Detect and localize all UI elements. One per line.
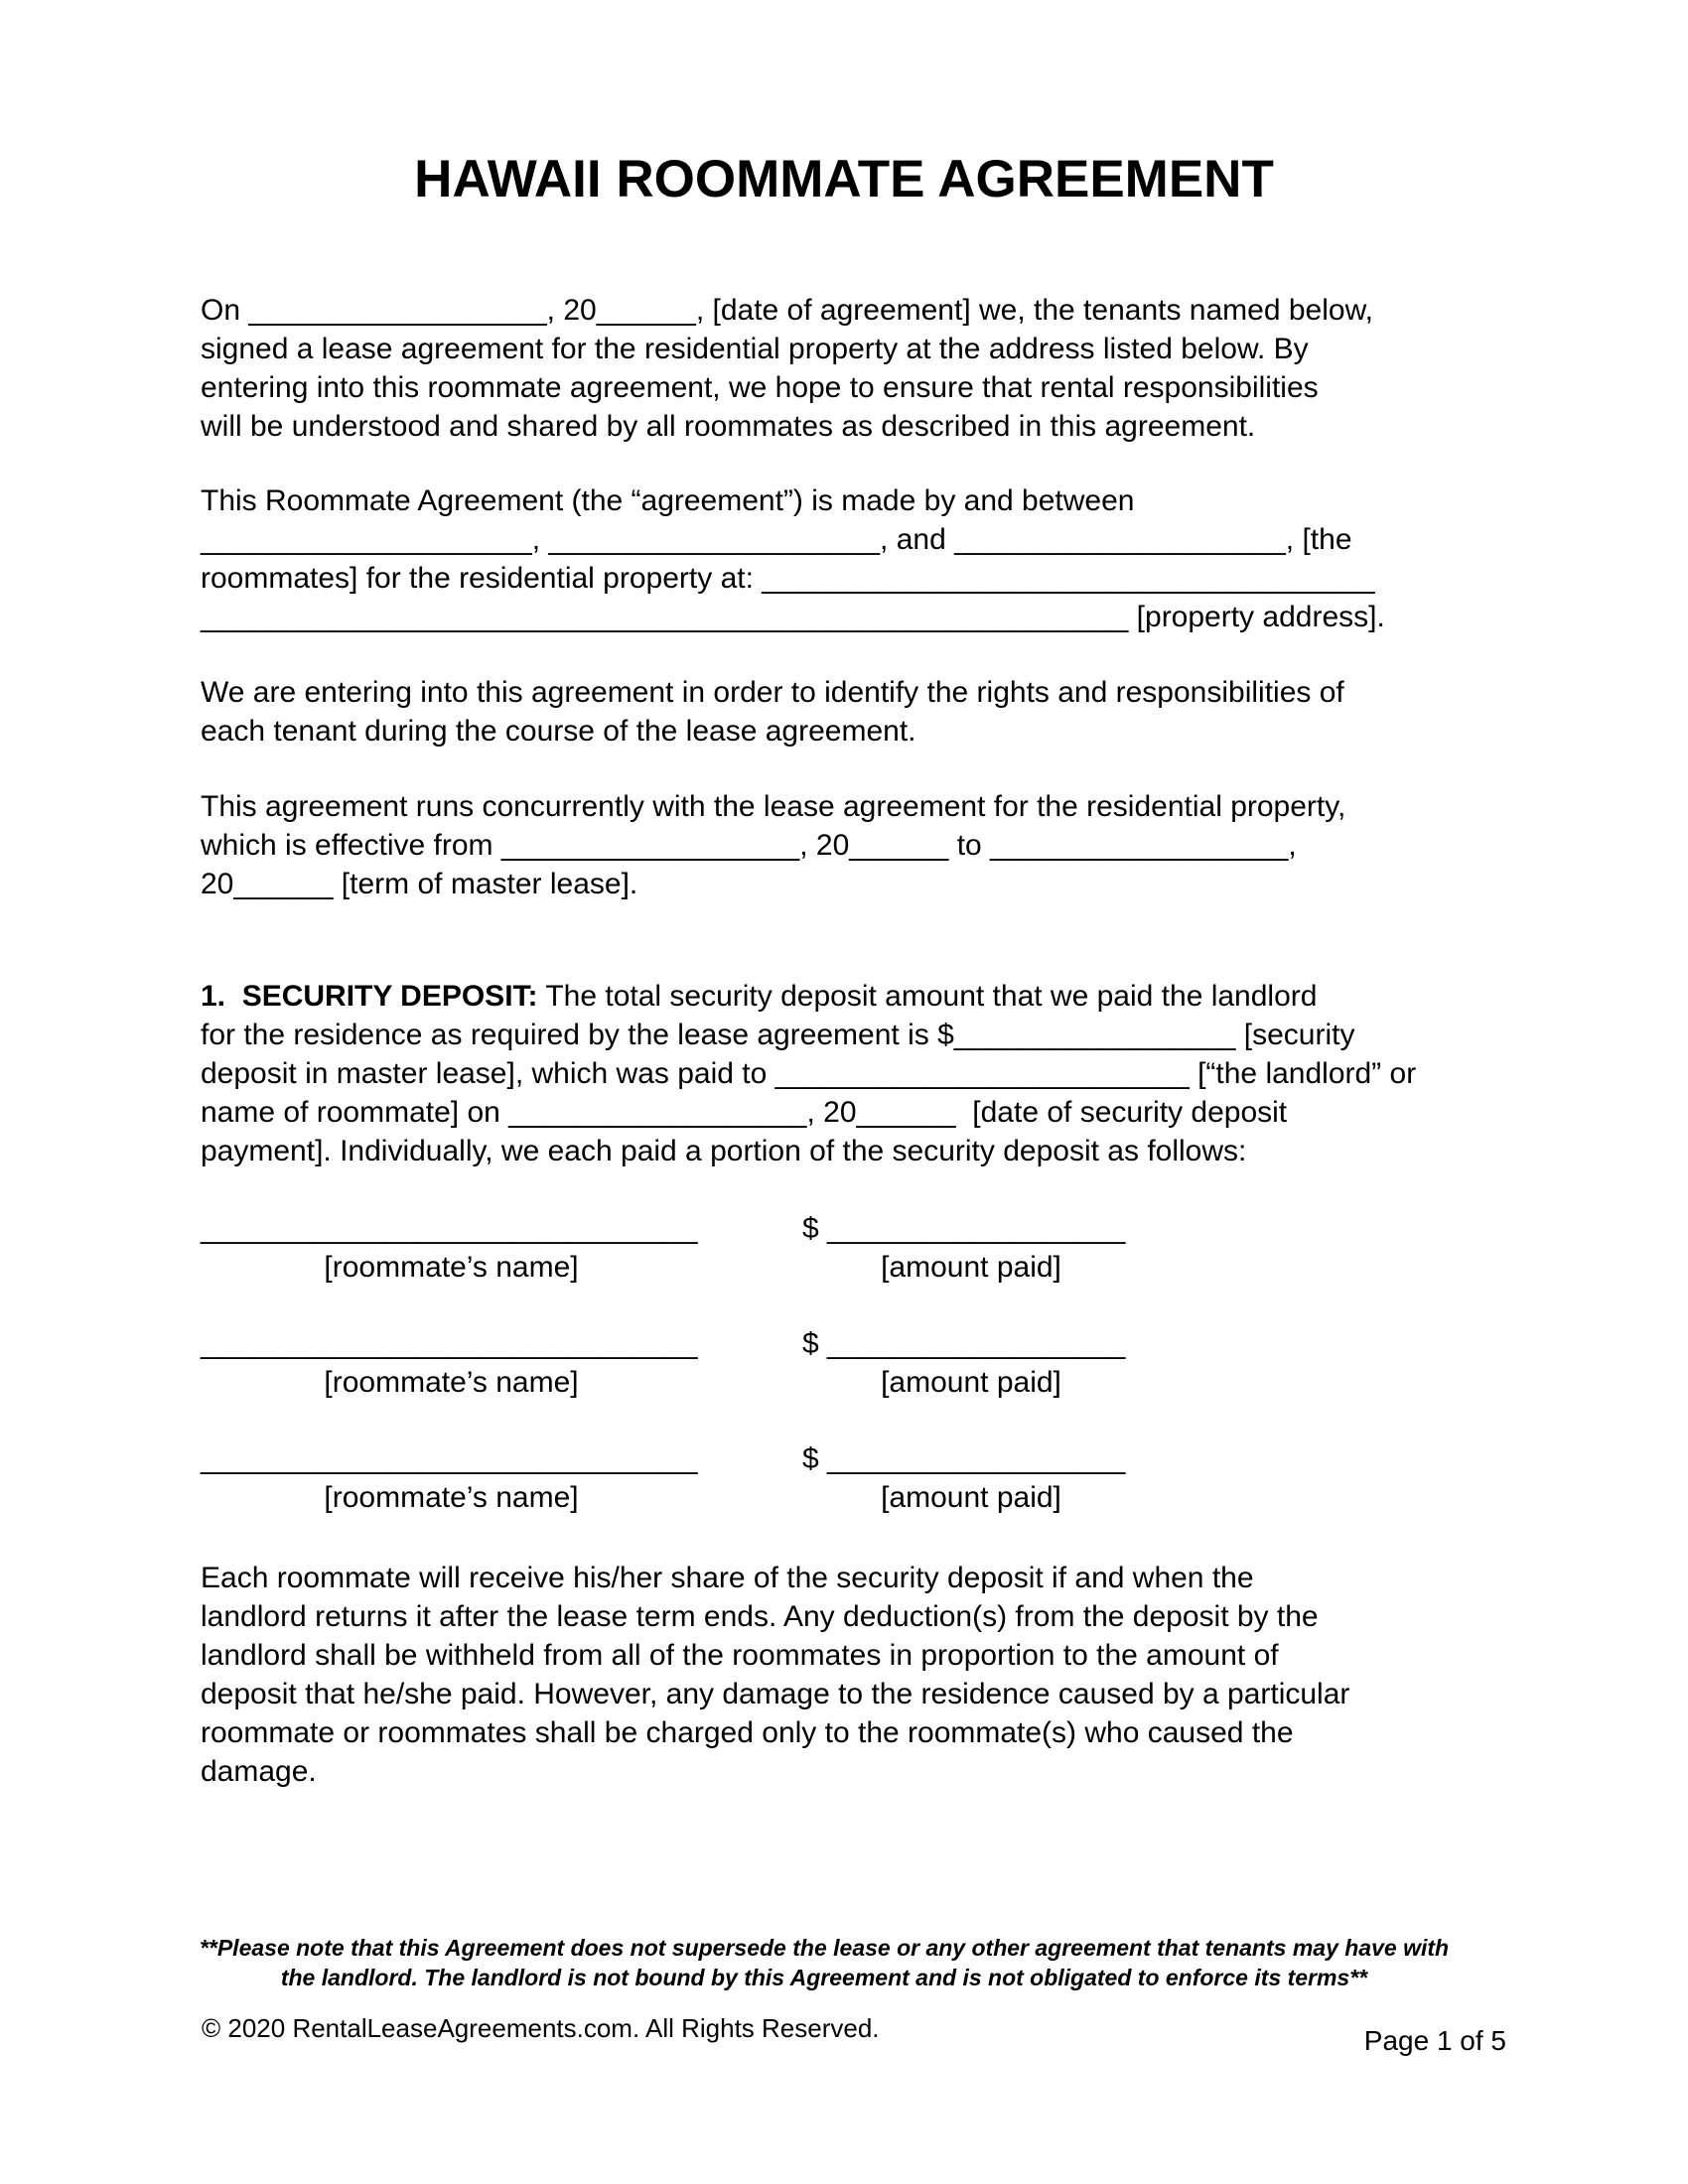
text-line: roommate or roommates shall be charged only to the roommate(s) who caused the: [201, 1716, 1294, 1749]
text-line: We are entering into this agreement in order to identify the rights and responsibilities of: [201, 676, 1344, 709]
purpose-paragraph: [201, 673, 1531, 751]
text-line: roommates] for the residential property at: _____________________________________: [201, 562, 1375, 595]
deposit-row-2-amount-column: [802, 1324, 1140, 1402]
deposit-row-2: [201, 1324, 1531, 1402]
security-deposit-section: [201, 977, 1531, 1170]
deposit-row-3: [201, 1439, 1531, 1517]
dollar-sign: $: [802, 1442, 819, 1475]
amount-blank-line: [802, 1324, 1140, 1363]
amount-blank-line: [802, 1209, 1140, 1248]
text-line: landlord returns it after the lease term ends. Any deduction(s) from the deposit by the: [201, 1600, 1319, 1633]
text-line: On __________________, 20______, [date of agreement] we, the tenants named below,: [201, 294, 1373, 327]
roommate-name-blank: ______________________________: [201, 1327, 698, 1360]
text-line: ____________________, ____________________, and ____________________, [the: [201, 523, 1352, 556]
amount-paid-blank: __________________: [818, 1442, 1126, 1475]
parties-paragraph: [201, 481, 1531, 636]
security-deposit-body: [201, 1016, 1531, 1170]
deposit-row-3-name-column: [201, 1439, 702, 1517]
text-line: which is effective from __________________, 20______ to __________________,: [201, 829, 1297, 862]
text-line: payment]. Individually, we each paid a portion of the security deposit as follows:: [201, 1135, 1247, 1167]
dollar-sign: $: [802, 1212, 819, 1245]
text-line: 20______ [term of master lease].: [201, 868, 638, 900]
roommate-name-blank: ______________________________: [201, 1212, 698, 1245]
text-line: signed a lease agreement for the residential property at the address listed below. By: [201, 333, 1309, 365]
roommate-name-label: [roommate’s name]: [324, 1251, 579, 1284]
copyright-notice: © 2020 RentalLeaseAgreements.com. All Rights Reserved.: [202, 2013, 880, 2043]
intro-paragraph: [201, 291, 1531, 446]
security-deposit-rows: [201, 1209, 1531, 1555]
page-title: HAWAII ROOMMATE AGREEMENT: [414, 150, 1274, 208]
amount-paid-label: [amount paid]: [881, 1481, 1061, 1514]
dollar-sign: $: [802, 1327, 819, 1360]
deposit-terms-paragraph: [201, 1559, 1531, 1791]
deposit-row-1-name-column: [201, 1209, 702, 1287]
text-line: deposit that he/she paid. However, any damage to the residence caused by a particular: [201, 1678, 1350, 1710]
text-line: This Roommate Agreement (the “agreement”) is made by and between: [201, 484, 1135, 517]
amount-blank-line: [802, 1439, 1140, 1478]
text-line: landlord shall be withheld from all of the roommates in proportion to the amount of: [201, 1639, 1279, 1672]
text-line: for the residence as required by the lease agreement is $_________________ [security: [201, 1019, 1355, 1051]
roommate-name-blank: ______________________________: [201, 1442, 698, 1475]
section-lead-text: The total security deposit amount that we paid the landlord: [537, 980, 1318, 1013]
text-line: This agreement runs concurrently with the lease agreement for the residential property,: [201, 790, 1346, 823]
text-line: deposit in master lease], which was paid to _________________________ [“the landlord” or: [201, 1057, 1417, 1090]
text-line: entering into this roommate agreement, we hope to ensure that rental responsibilities: [201, 371, 1319, 404]
text-line: **Please note that this Agreement does not supersede the lease or any other agreement that tenants may have with: [199, 1935, 1450, 1961]
deposit-row-3-amount-column: [802, 1439, 1140, 1517]
roommate-name-label: [roommate’s name]: [324, 1366, 579, 1399]
term-paragraph: [201, 787, 1531, 903]
text-line: name of roommate] on __________________, 20______ [date of security deposit: [201, 1096, 1288, 1129]
text-line: the landlord. The landlord is not bound by this Agreement and is not obligated to enforce its terms**: [280, 1965, 1368, 1990]
page-number: Page 1 of 5: [1363, 2025, 1506, 2056]
text-line: each tenant during the course of the lease agreement.: [201, 715, 916, 748]
amount-paid-label: [amount paid]: [881, 1251, 1061, 1284]
deposit-row-1: [201, 1209, 1531, 1287]
text-line: Each roommate will receive his/her share of the security deposit if and when the: [201, 1562, 1254, 1594]
amount-paid-blank: __________________: [818, 1212, 1126, 1245]
text-line: will be understood and shared by all roommates as described in this agreement.: [201, 410, 1256, 443]
deposit-row-2-name-column: [201, 1324, 702, 1402]
roommate-name-label: [roommate’s name]: [324, 1481, 579, 1514]
text-line: damage.: [201, 1755, 317, 1788]
disclaimer-footnote: [0, 1933, 1648, 1992]
deposit-row-1-amount-column: [802, 1209, 1140, 1287]
section-number-heading: 1. SECURITY DEPOSIT:: [201, 980, 538, 1013]
amount-paid-label: [amount paid]: [881, 1366, 1061, 1399]
security-deposit-first-line: [201, 977, 1531, 1016]
text-line: ________________________________________________________ [property address].: [201, 601, 1385, 633]
amount-paid-blank: __________________: [818, 1327, 1126, 1360]
